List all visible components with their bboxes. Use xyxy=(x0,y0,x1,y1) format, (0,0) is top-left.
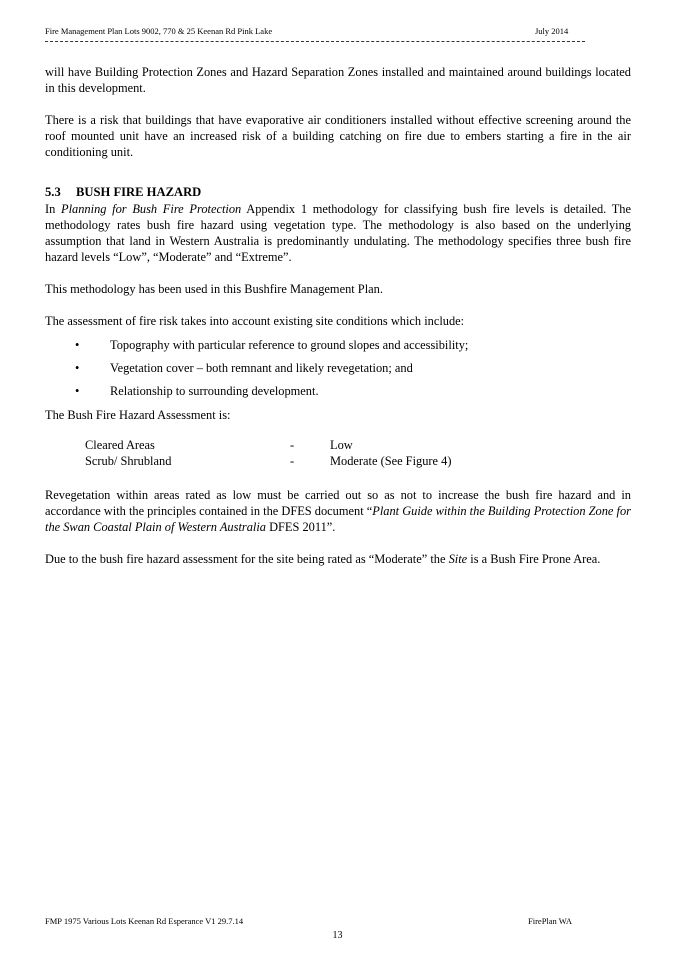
body-paragraph: In Planning for Bush Fire Protection Appendix 1 methodology for classifying bush fire levels is detailed. The methodology rates bush fire hazard using vegetation type. The methodology is also based on the underlying assumption that land in Western Australia is predominantly undulating. The methodology specifies three bush fire hazard levels “Low”, “Moderate” and “Extreme”. xyxy=(45,202,631,264)
list-item: • Topography with particular reference to ground slopes and accessibility; xyxy=(45,337,631,353)
footer-document-ref: FMP 1975 Various Lots Keenan Rd Esperance V1 29.7.14 xyxy=(45,916,244,926)
conditions-list xyxy=(45,337,631,399)
assessment-rating: Low xyxy=(330,438,353,452)
header-date: July 2014 xyxy=(535,26,569,36)
site-italic: Site xyxy=(448,552,468,566)
body-paragraph: The assessment of fire risk takes into account existing site conditions which include: xyxy=(45,314,465,328)
assessment-separator: - xyxy=(290,454,295,468)
section-heading xyxy=(45,184,631,200)
body-paragraph: The Bush Fire Hazard Assessment is: xyxy=(45,408,231,422)
body-paragraph: There is a risk that buildings that have evaporative air conditioners installed without effective screening around the roof mounted unit have an increased risk of a building catching on fire due to embers starting a fire in the air conditioning unit. xyxy=(45,113,631,159)
header-title: Fire Management Plan Lots 9002, 770 & 25 Keenan Rd Pink Lake xyxy=(45,26,273,36)
hazard-assessment-table xyxy=(85,437,631,469)
assessment-area: Cleared Areas xyxy=(85,438,155,452)
body-paragraph: Revegetation within areas rated as low must be carried out so as not to increase the bush fire hazard and in accordance with the principles contained in the DFES document “Plant Guide within the Building Protection Zone for the Swan Coastal Plain of Western Australia DFES 2011”. xyxy=(45,488,631,534)
body-paragraph: This methodology has been used in this Bushfire Management Plan. xyxy=(45,282,383,296)
body-paragraph: Due to the bush fire hazard assessment for the site being rated as “Moderate” the Site is a Bush Fire Prone Area. xyxy=(45,552,601,566)
list-item: • Relationship to surrounding development. xyxy=(45,383,631,399)
assessment-separator: - xyxy=(290,438,295,452)
document-title-italic: Planning for Bush Fire Protection xyxy=(61,202,242,216)
footer-company: FirePlan WA xyxy=(528,916,572,926)
section-number: 5.3 xyxy=(45,185,61,199)
assessment-row xyxy=(85,437,631,453)
assessment-row xyxy=(85,453,631,469)
header-rule xyxy=(45,41,585,42)
assessment-area: Scrub/ Shrubland xyxy=(85,454,172,468)
section-title: BUSH FIRE HAZARD xyxy=(76,185,202,199)
body-paragraph: will have Building Protection Zones and Hazard Separation Zones installed and maintained around buildings located in this development. xyxy=(45,65,631,95)
list-item: • Vegetation cover – both remnant and likely revegetation; and xyxy=(45,360,631,376)
page-body xyxy=(45,64,631,583)
page-number: 13 xyxy=(332,930,343,941)
document-title-italic: Plant Guide within the Building Protection Zone for the Swan Coastal Plain of Western Australia xyxy=(45,504,631,534)
assessment-rating: Moderate (See Figure 4) xyxy=(330,454,452,468)
